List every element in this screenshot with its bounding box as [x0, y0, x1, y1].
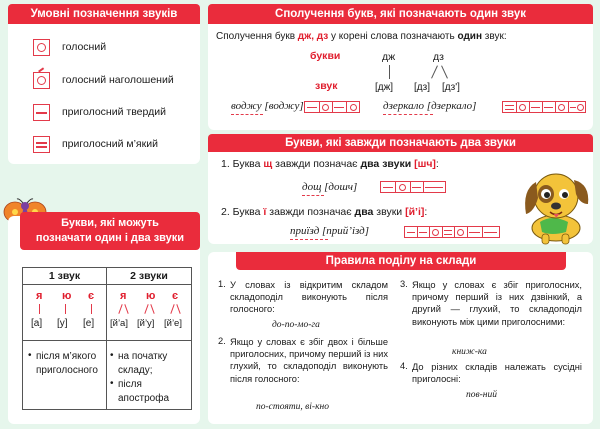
hard-consonant-symbol-icon — [33, 104, 50, 121]
sound-scheme-doshch — [380, 181, 446, 193]
rule-4-text: До різних складів належать сусідні приголосні: — [412, 362, 582, 385]
one-or-two-title-line-2: позначати один і два звуки — [35, 232, 185, 244]
rule-1-text: У словах із відкритим складом складоподіл виконують після голосного: — [230, 280, 388, 315]
two-sounds-title: Букви, які завжди позначають два звуки — [208, 134, 593, 152]
letter-ya-2: я — [120, 290, 127, 302]
sound-dz-soft: [дз'] — [442, 82, 460, 93]
legend-title: Умовні позначення звуків — [8, 4, 200, 24]
sound-scheme-pryizd — [404, 226, 500, 238]
one-or-two-title-line-1: Букви, які можуть — [61, 217, 159, 229]
vowel-symbol-icon — [33, 39, 50, 56]
letters-dzh: дж — [382, 51, 396, 63]
bullet-dot: • — [110, 378, 114, 389]
stressed-vowel-symbol-icon — [33, 72, 50, 89]
legend-item-soft-consonant: приголосний м’який — [62, 138, 158, 150]
sound-e: [е] — [83, 318, 95, 329]
two-sounds-example-1: дощ [дошч] — [302, 181, 358, 193]
two-sounds-rule-2: 2. Буква ї завжди позначає два звуки [й’і]: — [221, 206, 428, 218]
two-sounds-rule-1: 1. Буква щ завжди позначає два звуки [шч]: — [221, 158, 439, 170]
sound-ye-2: [й’е] — [164, 318, 182, 329]
rule-2-number: 2. — [218, 336, 226, 346]
rule-2-text: Якщо у словах є збіг двох і більше приголосних, причому перший із них глухий, то складоподіл виконують після голосного: — [230, 337, 388, 384]
sound-dzh: [дж] — [375, 82, 394, 93]
rule-3-example: книж-ка — [452, 347, 487, 357]
rule-1-example: до-по-мо-га — [272, 320, 320, 330]
dog-illustration-icon — [512, 160, 598, 246]
rule-4-example: пов-ний — [466, 390, 498, 400]
letter-ya: я — [36, 290, 43, 302]
example-underline — [231, 114, 263, 115]
example-underline — [290, 239, 328, 240]
bullet-dot: • — [28, 350, 32, 361]
sound-scheme-dzerkalo — [502, 101, 586, 113]
combos-example-1: воджу [воджу] — [231, 100, 304, 112]
rule-2-example: по-стояти, ві-кно — [256, 402, 329, 412]
bullet-dot: • — [110, 350, 114, 361]
letters-dz: дз — [433, 51, 444, 63]
rule-3-text: Якщо у словах є збіг приголосних, причому перший із них дзвінкий, а другий — глухий, то складоподіл виконують між цими приголосними: — [412, 280, 582, 327]
label-letters: букви — [310, 50, 341, 62]
branch-line — [389, 65, 390, 79]
sound-yu-2: [й’у] — [137, 318, 155, 329]
example-underline — [302, 195, 324, 196]
two-sounds-example-2: приїзд [прий’ізд] — [290, 225, 370, 237]
example-underline — [383, 114, 433, 115]
table-header-1-sound: 1 звук — [48, 270, 81, 282]
table-header-2-sounds: 2 звуки — [130, 270, 168, 282]
soft-consonant-symbol-icon — [33, 136, 50, 153]
letter-yu-2: ю — [146, 290, 156, 302]
legend-item-hard-consonant: приголосний твердий — [62, 106, 166, 118]
combos-sentence: Сполучення букв дж, дз у корені слова позначають один звук: — [216, 31, 507, 42]
note-col1: після м’якого приголосного — [36, 351, 98, 376]
rule-1-number: 1. — [218, 279, 226, 289]
rule-4-number: 4. — [400, 361, 408, 371]
sound-ya-2: [й’а] — [110, 318, 128, 329]
sound-u: [у] — [57, 318, 68, 329]
sound-a: [а] — [31, 318, 43, 329]
syllables-title: Правила поділу на склади — [236, 252, 566, 270]
sound-scheme-vodzhu — [304, 101, 360, 113]
combos-example-2: дзеркало [дзеркало] — [383, 100, 477, 112]
letter-yu: ю — [62, 290, 72, 302]
sound-dz: [дз] — [414, 82, 430, 93]
rule-3-number: 3. — [400, 279, 408, 289]
letter-ye-2: є — [172, 290, 179, 302]
legend-item-vowel: голосний — [62, 41, 107, 53]
combos-title: Сполучення букв, які позначають один звук — [208, 4, 593, 24]
note-col2-2: після апострофа — [118, 379, 170, 404]
legend-item-stressed-vowel: голосний наголошений — [62, 74, 174, 86]
label-sound: звук — [315, 80, 338, 92]
one-or-two-title — [20, 212, 200, 250]
note-col2-1: на початку складу; — [118, 351, 168, 376]
letter-ye: є — [88, 290, 95, 302]
